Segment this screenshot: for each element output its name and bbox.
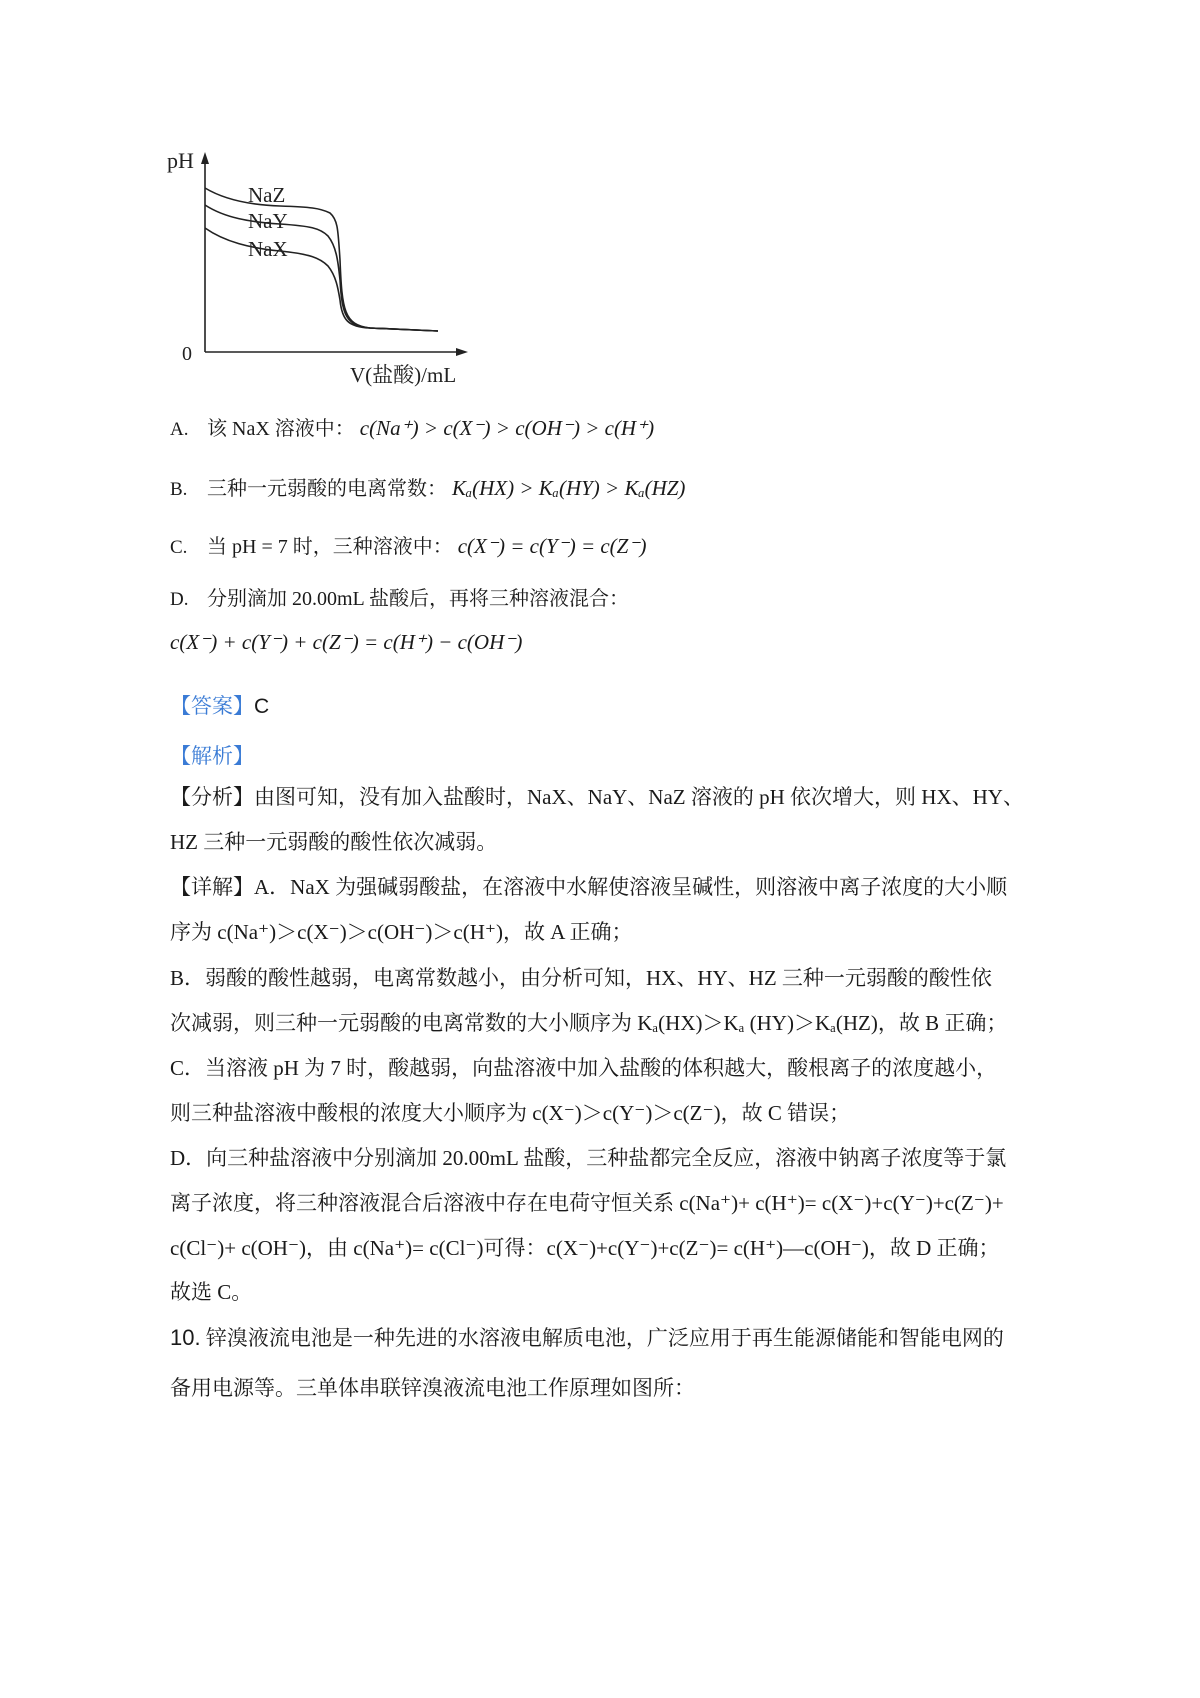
analysis-fenxi-line1: 【分析】由图可知，没有加入盐酸时，NaX、NaY、NaZ 溶液的 pH 依次增大，则 HX、HY、: [170, 785, 1024, 809]
origin-label: 0: [182, 343, 192, 365]
option-b-text: 三种一元弱酸的电离常数：: [207, 478, 447, 500]
answer-line: [170, 690, 269, 720]
analysis-c-line1: C．当溶液 pH 为 7 时，酸越弱，向盐溶液中加入盐酸的体积越大，酸根离子的浓度越小，: [170, 1056, 998, 1080]
y-axis-arrow: [201, 152, 209, 164]
option-a-formula: c(Na⁺) > c(X⁻) > c(OH⁻) > c(H⁺): [359, 416, 655, 440]
option-c: [170, 530, 646, 559]
question-10-line1: [170, 1318, 1004, 1358]
option-d-label: D.: [170, 589, 189, 610]
analysis-d-line1: D．向三种盐溶液中分别滴加 20.00mL 盐酸，三种盐都完全反应，溶液中钠离子浓度等于氯: [170, 1146, 1007, 1170]
curve-label-nay: NaY: [248, 209, 288, 233]
option-c-formula: c(X⁻) = c(Y⁻) = c(Z⁻): [457, 534, 647, 558]
option-b-label: B.: [170, 479, 188, 500]
analysis-b-line2: 次减弱，则三种一元弱酸的电离常数的大小顺序为 Kₐ(HX)＞Kₐ (HY)＞Kₐ(HZ)，故 B 正确；: [170, 1011, 1008, 1035]
y-axis-label: pH: [167, 148, 194, 173]
question-10-text1: 锌溴液流电池是一种先进的水溶液电解质电池，广泛应用于再生能源储能和智能电网的: [205, 1326, 1004, 1350]
option-a-text: 该 NaX 溶液中：: [207, 418, 355, 440]
curve-naz: [205, 188, 438, 331]
curve-label-nax: NaX: [248, 237, 288, 261]
curve-nay: [205, 205, 438, 331]
question-10-line2: 备用电源等。三单体串联锌溴液流电池工作原理如图所：: [170, 1376, 695, 1400]
option-d-formula: c(X⁻) + c(Y⁻) + c(Z⁻) = c(H⁺) − c(OH⁻): [170, 630, 523, 654]
option-c-text: 当 pH = 7 时，三种溶液中：: [207, 536, 453, 558]
analysis-tag: 【解析】: [170, 744, 254, 768]
x-axis-label: V(盐酸)/mL: [350, 363, 457, 387]
option-a-label: A.: [170, 419, 189, 440]
question-number: 10.: [170, 1325, 201, 1350]
option-b: [170, 472, 685, 501]
curve-nax: [205, 228, 438, 331]
analysis-conclusion: 故选 C。: [170, 1280, 253, 1304]
answer-value: C: [254, 695, 270, 718]
option-b-formula: Kₐ(HX) > Kₐ(HY) > Kₐ(HZ): [452, 476, 686, 500]
analysis-b-line1: B．弱酸的酸性越弱，电离常数越小，由分析可知，HX、HY、HZ 三种一元弱酸的酸性依: [170, 966, 992, 990]
option-c-label: C.: [170, 537, 188, 558]
option-d-text: 分别滴加 20.00mL 盐酸后，再将三种溶液混合：: [207, 588, 630, 610]
titration-figure: [167, 148, 490, 390]
answer-tag: 【答案】: [170, 694, 254, 718]
analysis-detail-line1: 【详解】A．NaX 为强碱弱酸盐，在溶液中水解使溶液呈碱性，则溶液中离子浓度的大小顺: [170, 875, 1008, 899]
option-d: [170, 582, 629, 611]
analysis-d-line2: 离子浓度，将三种溶液混合后溶液中存在电荷守恒关系 c(Na⁺)+ c(H⁺)= c(X⁻)+c(Y⁻)+c(Z⁻)+: [170, 1191, 1004, 1215]
analysis-d-line3: c(Cl⁻)+ c(OH⁻)，由 c(Na⁺)= c(Cl⁻)可得：c(X⁻)+c(Y⁻)+c(Z⁻)= c(H⁺)—c(OH⁻)，故 D 正确；: [170, 1236, 1000, 1260]
analysis-fenxi-line2: HZ 三种一元弱酸的酸性依次减弱。: [170, 830, 498, 854]
option-a: [170, 412, 654, 441]
analysis-detail-line2: 序为 c(Na⁺)＞c(X⁻)＞c(OH⁻)＞c(H⁺)，故 A 正确；: [170, 920, 633, 944]
curve-label-naz: NaZ: [248, 183, 286, 207]
x-axis-arrow: [456, 348, 468, 356]
analysis-c-line2: 则三种盐溶液中酸根的浓度大小顺序为 c(X⁻)＞c(Y⁻)＞c(Z⁻)，故 C 错误；: [170, 1101, 851, 1125]
